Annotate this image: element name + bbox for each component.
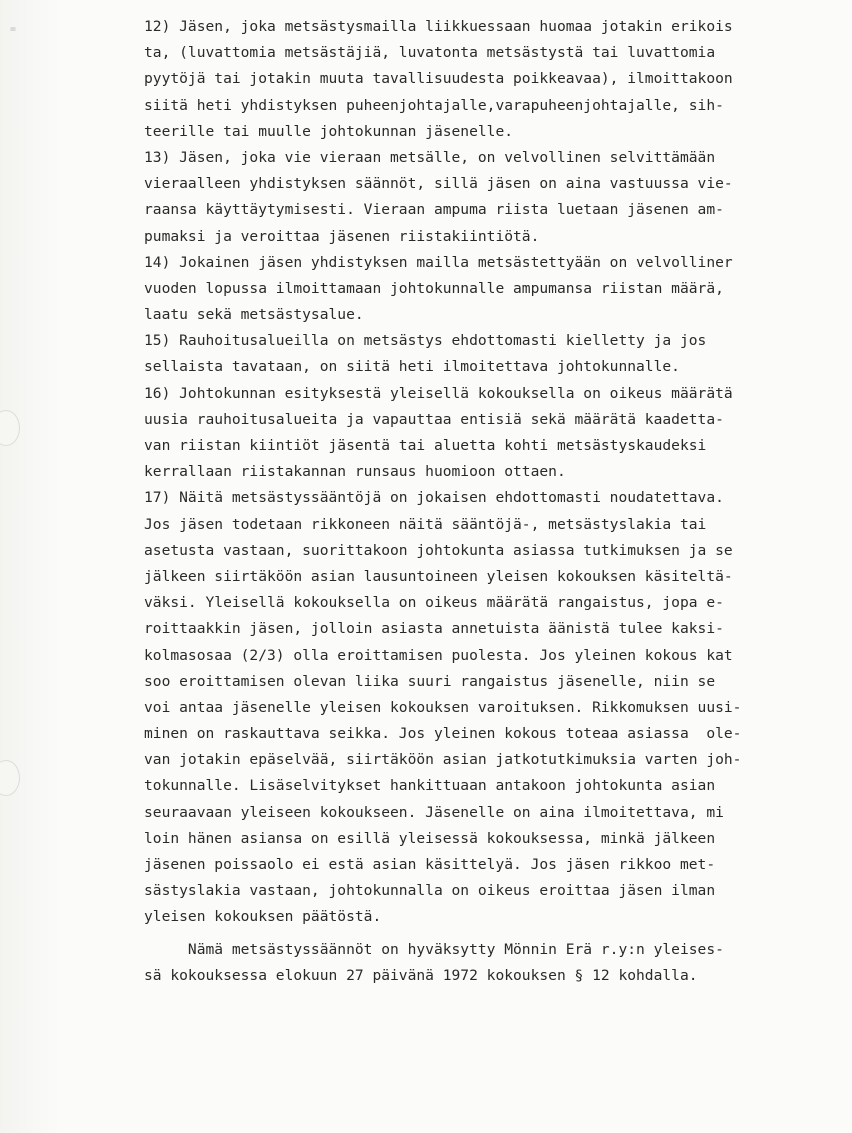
- text-line: minen on raskauttava seikka. Jos yleinen kokous toteaa asiassa ole-: [144, 725, 742, 743]
- closing-line: Nämä metsästyssäännöt on hyväksytty Mönnin Erä r.y:n yleises-: [144, 940, 724, 958]
- text-line: 13) Jäsen, joka vie vieraan metsälle, on velvollinen selvittämään: [144, 148, 716, 166]
- text-line: van riistan kiintiöt jäsentä tai aluetta kohti metsästyskaudeksi: [144, 437, 707, 454]
- text-line: kolmasosaa (2/3) olla eroittamisen puolesta. Jos yleinen kokous kat: [144, 646, 733, 664]
- text-line: pumaksi ja veroittaa jäsenen riistakiintiötä.: [144, 227, 540, 245]
- text-line: jälkeen siirtäköön asian lausuntoineen yleisen kokouksen käsiteltä-: [144, 567, 733, 585]
- text-line: teerille tai muulle johtokunnan jäsenelle.: [144, 122, 514, 140]
- text-line: 14) Jokainen jäsen yhdistyksen mailla metsästettyään on velvolliner: [144, 253, 733, 271]
- text-line: sellaista tavataan, on siitä heti ilmoitettava johtokunnalle.: [144, 358, 680, 376]
- text-line: vuoden lopussa ilmoittamaan johtokunnalle ampumansa riistan määrä,: [144, 279, 724, 297]
- punch-hole-top: [0, 410, 20, 446]
- punch-hole-bottom: [0, 760, 20, 796]
- text-line: ta, (luvattomia metsästäjiä, luvatonta metsästystä tai luvattomia: [144, 44, 716, 62]
- text-line: Jos jäsen todetaan rikkoneen näitä sääntöjä-, metsästyslakia tai: [144, 515, 707, 533]
- text-line: siitä heti yhdistyksen puheenjohtajalle,varapuheenjohtajalle, sih-: [144, 96, 724, 114]
- text-line: 16) Johtokunnan esityksestä yleisellä kokouksella on oikeus määrätä: [144, 384, 733, 402]
- text-line: 17) Näitä metsästyssääntöjä on jokaisen ehdottomasti noudatettava.: [144, 489, 724, 507]
- text-line: asetusta vastaan, suorittakoon johtokunta asiassa tutkimuksen ja se: [144, 541, 733, 559]
- text-line: kerrallaan riistakannan runsaus huomioon ottaen.: [144, 463, 566, 481]
- text-line: yleisen kokouksen päätöstä.: [144, 908, 382, 926]
- text-line: uusia rauhoitusalueita ja vapauttaa entisiä sekä määrätä kaadetta-: [144, 410, 724, 428]
- text-line: sästyslakia vastaan, johtokunnalla on oikeus eroittaa jäsen ilman: [144, 882, 716, 900]
- text-line: vieraalleen yhdistyksen säännöt, sillä jäsen on aina vastuussa vie-: [144, 175, 733, 193]
- text-line: voi antaa jäsenelle yleisen kokouksen varoituksen. Rikkomuksen uusi-: [144, 698, 742, 716]
- text-line: raansa käyttäytymisesti. Vieraan ampuma riista luetaan jäsenen am-: [144, 201, 724, 219]
- text-line: van jotakin epäselvää, siirtäköön asian jatkotutkimuksia varten joh-: [144, 751, 742, 769]
- text-line: 12) Jäsen, joka metsästysmailla liikkuessaan huomaa jotakin erikois: [144, 18, 733, 35]
- text-line: seuraavaan yleiseen kokoukseen. Jäsenelle on aina ilmoitettava, mi: [144, 803, 724, 821]
- text-line: soo eroittamisen olevan liika suuri rangaistus jäsenelle, niin se: [144, 672, 716, 690]
- text-line: väksi. Yleisellä kokouksella on oikeus määrätä rangaistus, jopa e-: [144, 594, 724, 612]
- text-line: roittaakkin jäsen, jolloin asiasta annetuista äänistä tulee kaksi-: [144, 620, 724, 638]
- text-line: loin hänen asiansa on esillä yleisessä kokouksessa, minkä jälkeen: [144, 829, 716, 847]
- text-line: pyytöjä tai jotakin muuta tavallisuudesta poikkeavaa), ilmoittakoon: [144, 70, 733, 88]
- text-line: 15) Rauhoitusalueilla on metsästys ehdottomasti kielletty ja jos: [144, 332, 707, 350]
- text-line: tokunnalle. Lisäselvitykset hankittuaan antakoon johtokunta asian: [144, 777, 716, 795]
- margin-mark: =: [10, 24, 17, 35]
- document-body: [144, 14, 852, 989]
- text-line: jäsenen poissaolo ei estä asian käsittelyä. Jos jäsen rikkoo met-: [144, 856, 716, 873]
- closing-line: sä kokouksessa elokuun 27 päivänä 1972 kokouksen § 12 kohdalla.: [144, 966, 698, 984]
- text-line: laatu sekä metsästysalue.: [144, 306, 364, 324]
